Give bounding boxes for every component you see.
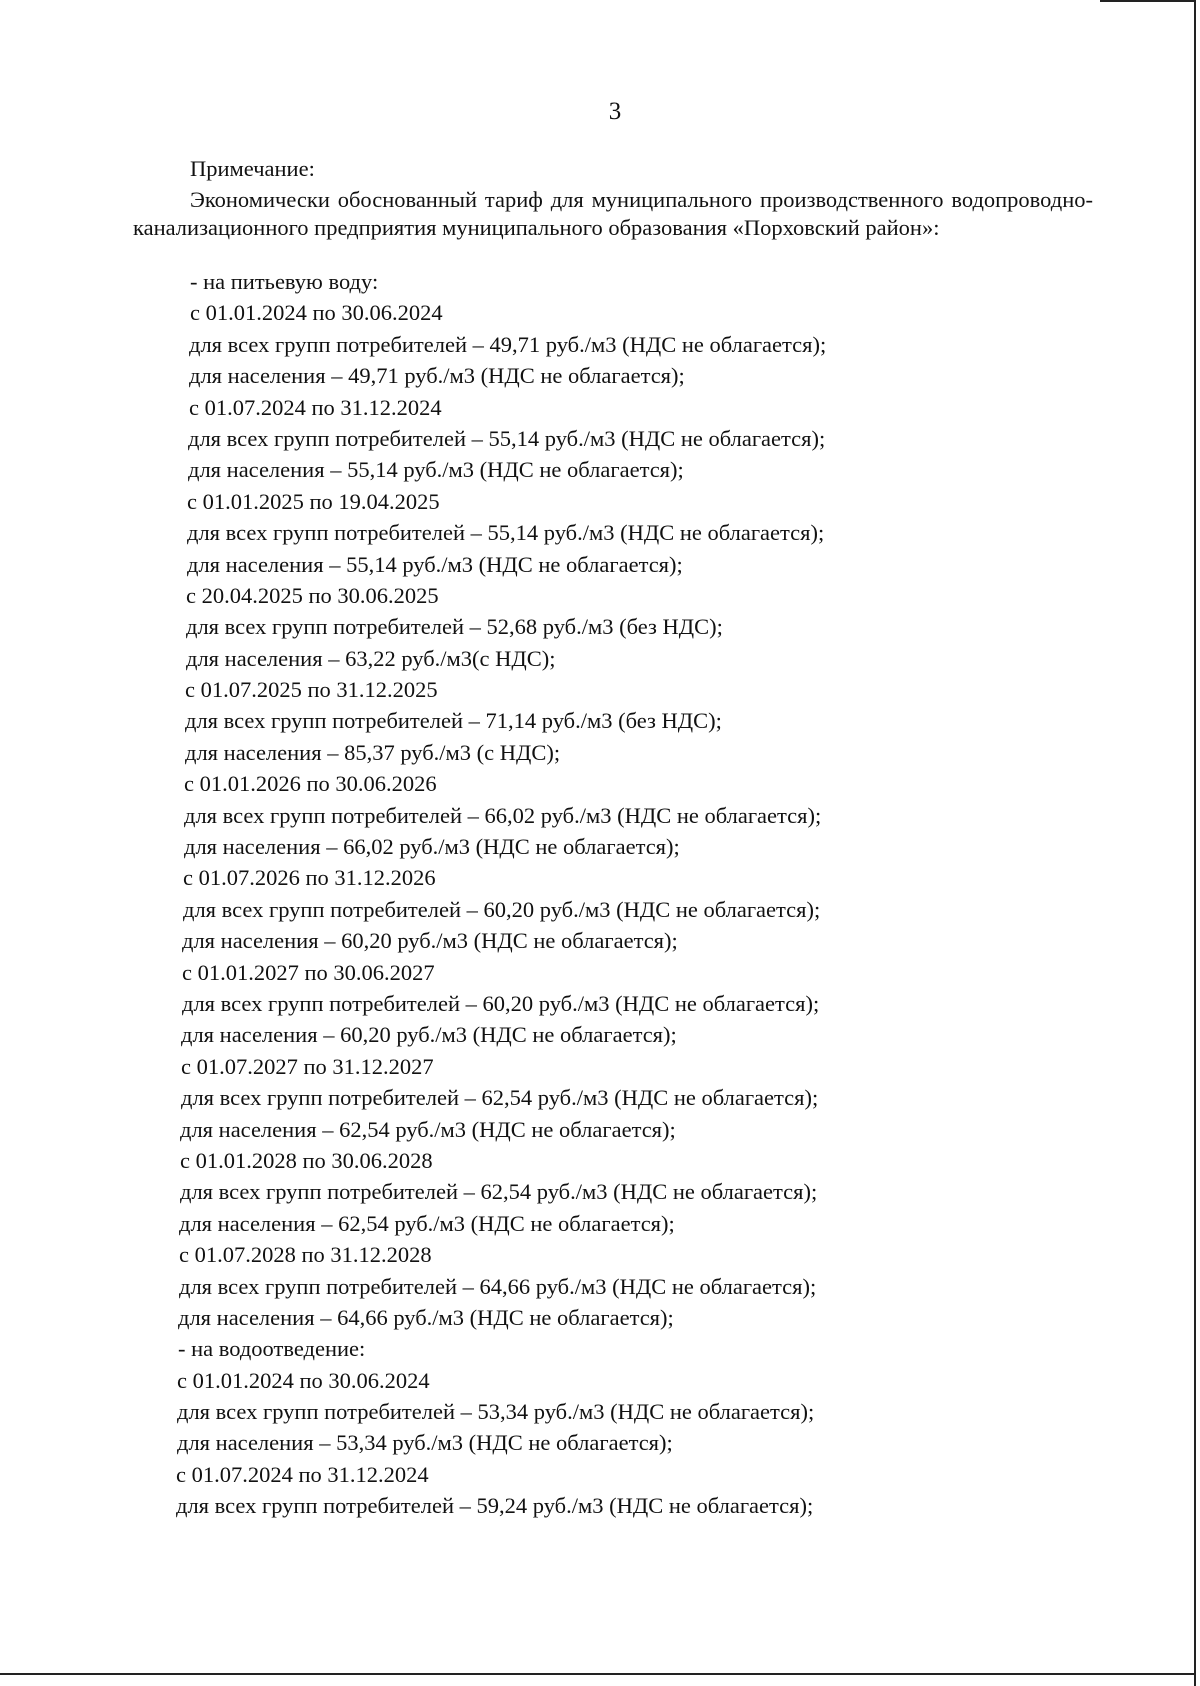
tariff-line: для всех групп потребителей – 62,54 руб./м3 (НДС не облагается);: [180, 1179, 818, 1205]
tariff-line: с 20.04.2025 по 30.06.2025: [186, 582, 439, 608]
note-label: Примечание:: [190, 156, 315, 181]
tariff-line: для населения – 66,02 руб./м3 (НДС не облагается);: [184, 834, 680, 860]
tariff-line: для населения – 55,14 руб./м3 (НДС не облагается);: [188, 457, 684, 483]
tariff-line: с 01.01.2028 по 30.06.2028: [180, 1147, 433, 1173]
tariff-line: для населения – 62,54 руб./м3 (НДС не облагается);: [179, 1210, 675, 1236]
tariff-line: с 01.07.2026 по 31.12.2026: [183, 865, 436, 891]
tariff-line: с 01.07.2025 по 31.12.2025: [185, 677, 438, 703]
tariff-line: с 01.01.2025 по 19.04.2025: [187, 488, 440, 514]
tariff-line: для населения – 64,66 руб./м3 (НДС не облагается);: [178, 1304, 674, 1330]
tariff-line: для всех групп потребителей – 60,20 руб./м3 (НДС не облагается);: [182, 990, 820, 1016]
tariff-line: для населения – 55,14 руб./м3 (НДС не облагается);: [187, 551, 683, 577]
tariff-line: для всех групп потребителей – 59,24 руб./м3 (НДС не облагается);: [176, 1493, 814, 1519]
tariff-line: с 01.01.2024 по 30.06.2024: [190, 300, 443, 326]
page-number: 3: [608, 98, 622, 125]
tariff-line: для всех групп потребителей – 53,34 руб./м3 (НДС не облагается);: [177, 1399, 815, 1425]
tariff-line: для всех групп потребителей – 64,66 руб./м3 (НДС не облагается);: [179, 1273, 817, 1299]
intro-paragraph: Экономически обоснованный тариф для муниципального производственного водопроводно-канализационного предприятия муниципального образования «Порховский район»:: [133, 187, 1093, 240]
tariff-line: для населения – 53,34 руб./м3 (НДС не облагается);: [177, 1430, 673, 1456]
tariff-line: для всех групп потребителей – 62,54 руб./м3 (НДС не облагается);: [181, 1085, 819, 1111]
tariff-line: с 01.01.2024 по 30.06.2024: [177, 1367, 430, 1393]
tariff-line: с 01.07.2028 по 31.12.2028: [179, 1242, 432, 1268]
tariff-line: для населения – 60,20 руб./м3 (НДС не облагается);: [182, 928, 678, 954]
tariff-line: для всех групп потребителей – 52,68 руб./м3 (без НДС);: [186, 614, 723, 640]
tariff-line: для всех групп потребителей – 66,02 руб./м3 (НДС не облагается);: [184, 802, 822, 828]
tariff-list: [0, 266, 1200, 1522]
tariff-line: с 01.01.2027 по 30.06.2027: [182, 959, 435, 985]
scan-border-bottom: [0, 1673, 1196, 1675]
tariff-line: с 01.07.2027 по 31.12.2027: [181, 1053, 434, 1079]
tariff-line: с 01.01.2026 по 30.06.2026: [184, 771, 437, 797]
tariff-line: - на водоотведение:: [178, 1336, 366, 1362]
tariff-line: с 01.07.2024 по 31.12.2024: [189, 394, 442, 420]
tariff-line: для всех групп потребителей – 55,14 руб./м3 (НДС не облагается);: [187, 520, 825, 546]
tariff-line: - на питьевую воду:: [190, 269, 379, 294]
tariff-line: для населения – 85,37 руб./м3 (с НДС);: [185, 739, 561, 765]
tariff-line: для населения – 63,22 руб./м3(с НДС);: [186, 645, 556, 671]
tariff-line: для населения – 49,71 руб./м3 (НДС не облагается);: [189, 363, 685, 389]
tariff-line: для населения – 60,20 руб./м3 (НДС не облагается);: [181, 1022, 677, 1048]
tariff-line: для всех групп потребителей – 49,71 руб./м3 (НДС не облагается);: [189, 331, 827, 357]
tariff-line: для всех групп потребителей – 60,20 руб./м3 (НДС не облагается);: [183, 896, 821, 922]
tariff-line: для населения – 62,54 руб./м3 (НДС не облагается);: [180, 1116, 676, 1142]
tariff-line: для всех групп потребителей – 71,14 руб./м3 (без НДС);: [185, 708, 722, 734]
scan-border-top-right: [1100, 0, 1196, 2]
tariff-line: для всех групп потребителей – 55,14 руб./м3 (НДС не облагается);: [188, 425, 826, 451]
tariff-line: с 01.07.2024 по 31.12.2024: [176, 1461, 429, 1487]
